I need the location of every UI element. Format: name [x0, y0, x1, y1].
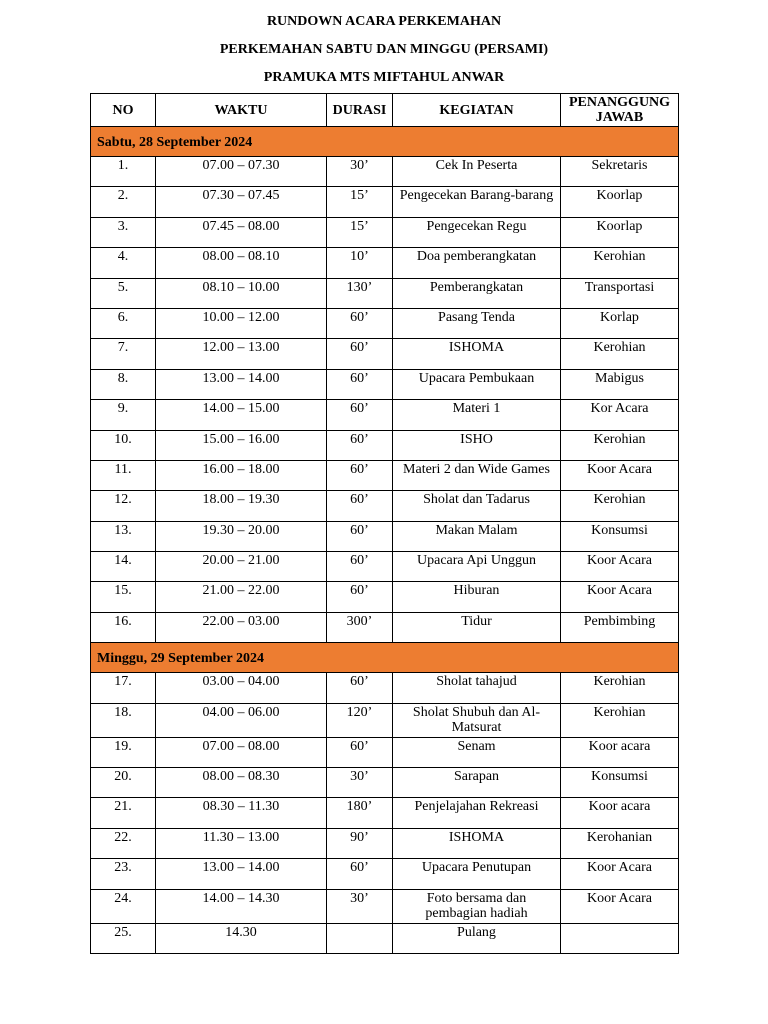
cell-waktu: 14.30: [156, 923, 327, 953]
table-row: [91, 308, 679, 338]
cell-kegiatan: ISHO: [393, 430, 561, 460]
cell-durasi: 60’: [327, 673, 393, 703]
cell-penanggung-jawab: Koor Acara: [561, 552, 679, 582]
cell-kegiatan: Pulang: [393, 923, 561, 953]
cell-no: 8.: [91, 369, 156, 399]
day-header-row: [91, 643, 679, 673]
cell-kegiatan: Pengecekan Regu: [393, 217, 561, 247]
cell-kegiatan: Doa pemberangkatan: [393, 248, 561, 278]
cell-waktu: 16.00 – 18.00: [156, 460, 327, 490]
table-row: [91, 737, 679, 767]
cell-kegiatan: ISHOMA: [393, 339, 561, 369]
cell-kegiatan: Upacara Penutupan: [393, 859, 561, 889]
cell-waktu: 11.30 – 13.00: [156, 828, 327, 858]
cell-no: 15.: [91, 582, 156, 612]
cell-no: 20.: [91, 768, 156, 798]
cell-durasi: 60’: [327, 339, 393, 369]
cell-durasi: 60’: [327, 369, 393, 399]
cell-kegiatan: Senam: [393, 737, 561, 767]
cell-no: 2.: [91, 187, 156, 217]
cell-no: 4.: [91, 248, 156, 278]
cell-no: 24.: [91, 889, 156, 923]
cell-durasi: 15’: [327, 217, 393, 247]
cell-waktu: 14.00 – 14.30: [156, 889, 327, 923]
column-header-kegiatan: KEGIATAN: [393, 94, 561, 127]
cell-no: 10.: [91, 430, 156, 460]
cell-penanggung-jawab: Kerohian: [561, 673, 679, 703]
cell-penanggung-jawab: Kerohian: [561, 491, 679, 521]
table-row: [91, 889, 679, 923]
cell-waktu: 22.00 – 03.00: [156, 612, 327, 642]
cell-durasi: 60’: [327, 491, 393, 521]
table-row: [91, 460, 679, 490]
cell-waktu: 04.00 – 06.00: [156, 703, 327, 737]
cell-kegiatan: Pengecekan Barang-barang: [393, 187, 561, 217]
column-header-durasi: DURASI: [327, 94, 393, 127]
cell-penanggung-jawab: Kor Acara: [561, 400, 679, 430]
cell-durasi: 30’: [327, 157, 393, 187]
cell-kegiatan: Pasang Tenda: [393, 308, 561, 338]
cell-penanggung-jawab: Pembimbing: [561, 612, 679, 642]
cell-waktu: 18.00 – 19.30: [156, 491, 327, 521]
cell-kegiatan: Penjelajahan Rekreasi: [393, 798, 561, 828]
cell-waktu: 07.45 – 08.00: [156, 217, 327, 247]
cell-waktu: 14.00 – 15.00: [156, 400, 327, 430]
cell-no: 16.: [91, 612, 156, 642]
cell-penanggung-jawab: Kerohian: [561, 703, 679, 737]
column-header-penanggung-jawab: PENANGGUNG JAWAB: [561, 94, 679, 127]
cell-no: 7.: [91, 339, 156, 369]
table-row: [91, 187, 679, 217]
cell-waktu: 13.00 – 14.00: [156, 859, 327, 889]
cell-penanggung-jawab: Kerohian: [561, 339, 679, 369]
cell-no: 9.: [91, 400, 156, 430]
table-row: [91, 278, 679, 308]
table-row: [91, 552, 679, 582]
cell-durasi: 120’: [327, 703, 393, 737]
cell-no: 5.: [91, 278, 156, 308]
document-subtitle: PERKEMAHAN SABTU DAN MINGGU (PERSAMI): [219, 42, 549, 57]
cell-penanggung-jawab: Korlap: [561, 308, 679, 338]
cell-durasi: 15’: [327, 187, 393, 217]
day-header-label: Minggu, 29 September 2024: [91, 643, 679, 673]
cell-penanggung-jawab: Koor acara: [561, 798, 679, 828]
cell-penanggung-jawab: Kerohian: [561, 248, 679, 278]
table-row: [91, 859, 679, 889]
table-row: [91, 157, 679, 187]
cell-penanggung-jawab: Sekretaris: [561, 157, 679, 187]
document-organization: PRAMUKA MTS MIFTAHUL ANWAR: [263, 70, 505, 85]
cell-no: 11.: [91, 460, 156, 490]
cell-no: 14.: [91, 552, 156, 582]
cell-penanggung-jawab: Koor Acara: [561, 859, 679, 889]
cell-durasi: 60’: [327, 521, 393, 551]
cell-no: 18.: [91, 703, 156, 737]
cell-waktu: 08.30 – 11.30: [156, 798, 327, 828]
table-body: [91, 127, 679, 954]
cell-waktu: 07.30 – 07.45: [156, 187, 327, 217]
cell-waktu: 15.00 – 16.00: [156, 430, 327, 460]
cell-durasi: 10’: [327, 248, 393, 278]
cell-durasi: 60’: [327, 582, 393, 612]
cell-penanggung-jawab: Kerohanian: [561, 828, 679, 858]
table-row: [91, 491, 679, 521]
cell-kegiatan: Upacara Pembukaan: [393, 369, 561, 399]
cell-penanggung-jawab: Konsumsi: [561, 768, 679, 798]
cell-kegiatan: Tidur: [393, 612, 561, 642]
cell-durasi: 60’: [327, 859, 393, 889]
cell-kegiatan: Sholat tahajud: [393, 673, 561, 703]
table-row: [91, 430, 679, 460]
cell-waktu: 13.00 – 14.00: [156, 369, 327, 399]
cell-penanggung-jawab: Konsumsi: [561, 521, 679, 551]
cell-durasi: 30’: [327, 768, 393, 798]
cell-durasi: 60’: [327, 552, 393, 582]
cell-penanggung-jawab: Koor Acara: [561, 889, 679, 923]
cell-waktu: 21.00 – 22.00: [156, 582, 327, 612]
cell-durasi: 60’: [327, 737, 393, 767]
column-header-no: NO: [91, 94, 156, 127]
table-row: [91, 248, 679, 278]
cell-no: 3.: [91, 217, 156, 247]
cell-waktu: 10.00 – 12.00: [156, 308, 327, 338]
cell-waktu: 19.30 – 20.00: [156, 521, 327, 551]
cell-waktu: 07.00 – 07.30: [156, 157, 327, 187]
cell-no: 21.: [91, 798, 156, 828]
cell-penanggung-jawab: Koor Acara: [561, 460, 679, 490]
cell-penanggung-jawab: Koorlap: [561, 187, 679, 217]
cell-penanggung-jawab: Koorlap: [561, 217, 679, 247]
document-title-block: [0, 8, 768, 92]
cell-kegiatan: Cek In Peserta: [393, 157, 561, 187]
cell-kegiatan: Makan Malam: [393, 521, 561, 551]
cell-penanggung-jawab: Transportasi: [561, 278, 679, 308]
cell-durasi: 60’: [327, 460, 393, 490]
cell-no: 17.: [91, 673, 156, 703]
table-row: [91, 582, 679, 612]
cell-penanggung-jawab: Koor acara: [561, 737, 679, 767]
table-row: [91, 923, 679, 953]
cell-no: 12.: [91, 491, 156, 521]
cell-penanggung-jawab: [561, 923, 679, 953]
cell-kegiatan: Sholat dan Tadarus: [393, 491, 561, 521]
cell-durasi: [327, 923, 393, 953]
table-row: [91, 612, 679, 642]
cell-no: 25.: [91, 923, 156, 953]
cell-waktu: 20.00 – 21.00: [156, 552, 327, 582]
cell-durasi: 60’: [327, 400, 393, 430]
document-title: RUNDOWN ACARA PERKEMAHAN: [266, 14, 502, 29]
cell-no: 1.: [91, 157, 156, 187]
day-header-row: [91, 127, 679, 157]
cell-durasi: 30’: [327, 889, 393, 923]
cell-kegiatan: Materi 1: [393, 400, 561, 430]
table-row: [91, 798, 679, 828]
cell-durasi: 180’: [327, 798, 393, 828]
cell-durasi: 130’: [327, 278, 393, 308]
cell-penanggung-jawab: Koor Acara: [561, 582, 679, 612]
cell-kegiatan: Sarapan: [393, 768, 561, 798]
table-row: [91, 768, 679, 798]
cell-kegiatan: ISHOMA: [393, 828, 561, 858]
cell-kegiatan: Hiburan: [393, 582, 561, 612]
cell-penanggung-jawab: Mabigus: [561, 369, 679, 399]
cell-durasi: 90’: [327, 828, 393, 858]
cell-waktu: 12.00 – 13.00: [156, 339, 327, 369]
table-row: [91, 339, 679, 369]
cell-durasi: 300’: [327, 612, 393, 642]
cell-kegiatan: Sholat Shubuh dan Al-Matsurat: [393, 703, 561, 737]
day-header-label: Sabtu, 28 September 2024: [91, 127, 679, 157]
table-row: [91, 521, 679, 551]
cell-kegiatan: Upacara Api Unggun: [393, 552, 561, 582]
cell-waktu: 08.00 – 08.10: [156, 248, 327, 278]
table-row: [91, 673, 679, 703]
table-row: [91, 400, 679, 430]
table-row: [91, 369, 679, 399]
cell-kegiatan: Pemberangkatan: [393, 278, 561, 308]
cell-kegiatan: Materi 2 dan Wide Games: [393, 460, 561, 490]
cell-waktu: 08.00 – 08.30: [156, 768, 327, 798]
cell-waktu: 07.00 – 08.00: [156, 737, 327, 767]
table-row: [91, 217, 679, 247]
cell-no: 13.: [91, 521, 156, 551]
cell-durasi: 60’: [327, 430, 393, 460]
cell-no: 19.: [91, 737, 156, 767]
table-row: [91, 828, 679, 858]
rundown-table: [90, 93, 679, 954]
cell-waktu: 03.00 – 04.00: [156, 673, 327, 703]
table-row: [91, 703, 679, 737]
cell-no: 23.: [91, 859, 156, 889]
table-header: [91, 94, 679, 127]
cell-penanggung-jawab: Kerohian: [561, 430, 679, 460]
column-header-waktu: WAKTU: [156, 94, 327, 127]
cell-no: 22.: [91, 828, 156, 858]
cell-durasi: 60’: [327, 308, 393, 338]
cell-kegiatan: Foto bersama dan pembagian hadiah: [393, 889, 561, 923]
cell-waktu: 08.10 – 10.00: [156, 278, 327, 308]
cell-no: 6.: [91, 308, 156, 338]
